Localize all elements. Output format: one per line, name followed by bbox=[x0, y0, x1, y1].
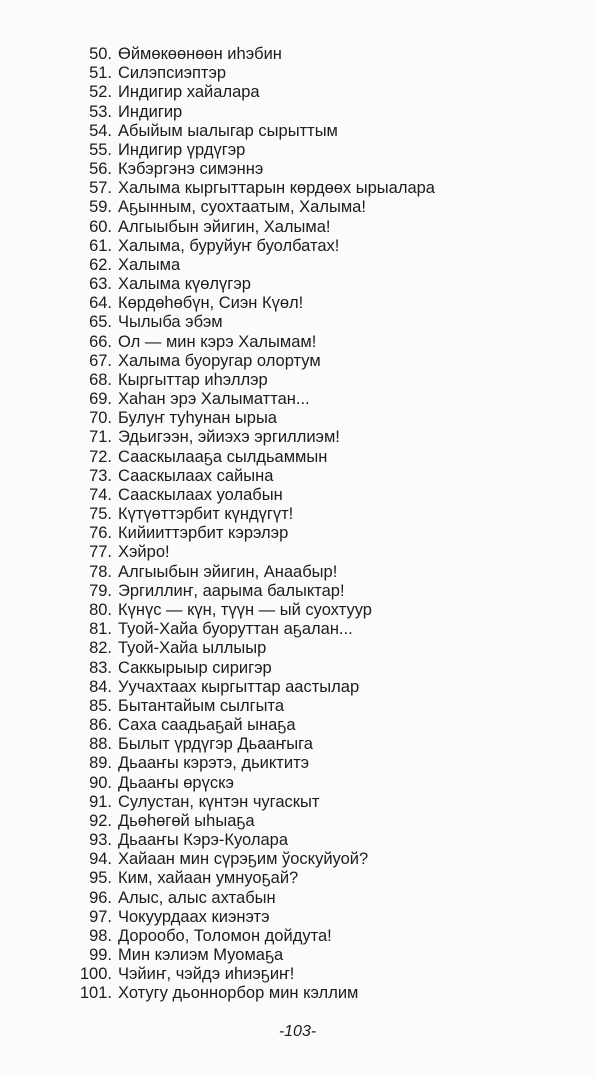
entry-title: Бытантайым сылгыта bbox=[118, 696, 285, 715]
entry-title: Сааскылаах уолабын bbox=[118, 485, 283, 504]
toc-entry bbox=[72, 160, 572, 179]
toc-entry bbox=[72, 352, 572, 371]
toc-entry bbox=[72, 409, 572, 428]
entry-title: Кийииттэрбит кэрэлэр bbox=[118, 524, 289, 543]
entry-page-number: 56. bbox=[89, 160, 112, 179]
entry-title: Эргиллиҥ, аарыма балыктар! bbox=[118, 581, 345, 600]
toc-entry bbox=[72, 927, 572, 946]
toc-entry bbox=[72, 543, 572, 562]
entry-title: Чылыба эбэм bbox=[118, 313, 223, 332]
entry-page-number: 90. bbox=[89, 773, 112, 792]
entry-page-number: 91. bbox=[89, 792, 112, 811]
entry-title: Дьааҥы кэрэтэ, дьиктитэ bbox=[118, 754, 310, 773]
entry-page-number: 71. bbox=[89, 428, 112, 447]
toc-entry bbox=[72, 122, 572, 141]
entry-page-number: 96. bbox=[89, 888, 112, 907]
entry-title: Хотугу дьоннорбор мин кэллим bbox=[118, 984, 359, 1003]
entry-title: Эдьигээн, эйиэхэ эргиллиэм! bbox=[118, 428, 340, 447]
toc-entry bbox=[72, 64, 572, 83]
entry-page-number: 67. bbox=[89, 351, 112, 370]
toc-entry bbox=[72, 237, 572, 256]
entry-page-number: 94. bbox=[89, 850, 112, 869]
entry-page-number: 53. bbox=[89, 102, 112, 121]
entry-title: Аҕынным, суохтаатым, Халыма! bbox=[118, 198, 366, 217]
entry-title: Абыйым ыалыгар сырыттым bbox=[118, 121, 338, 140]
toc-entry bbox=[72, 639, 572, 658]
toc-entry bbox=[72, 678, 572, 697]
entry-title: Өймөкөөнөөн иһэбин bbox=[118, 45, 282, 63]
entry-page-number: 97. bbox=[89, 907, 112, 926]
toc-entry bbox=[72, 83, 572, 102]
entry-title: Хаһан эрэ Халыматтан... bbox=[118, 390, 310, 409]
toc-entry bbox=[72, 754, 572, 773]
entry-title: Сулустан, күнтэн чугаскыт bbox=[118, 792, 320, 811]
entry-page-number: 57. bbox=[89, 179, 112, 198]
entry-page-number: 84. bbox=[89, 677, 112, 696]
entry-page-number: 73. bbox=[89, 466, 112, 485]
entry-page-number: 68. bbox=[89, 370, 112, 389]
entry-page-number: 78. bbox=[89, 562, 112, 581]
toc-entry bbox=[72, 697, 572, 716]
entry-title: Күнүс — күн, түүн — ый суохтуур bbox=[118, 600, 372, 619]
entry-page-number: 76. bbox=[89, 524, 112, 543]
entry-title: Көрдөһөбүн, Сиэн Күөл! bbox=[118, 294, 304, 313]
entry-page-number: 82. bbox=[89, 639, 112, 658]
entry-title: Чокуурдаах киэнэтэ bbox=[118, 907, 270, 926]
entry-title: Булуҥ туһунан ырыа bbox=[118, 409, 277, 428]
toc-entry bbox=[72, 467, 572, 486]
entry-page-number: 85. bbox=[89, 696, 112, 715]
entry-title: Ол — мин кэрэ Халымам! bbox=[118, 332, 317, 351]
entry-title: Алгыыбын эйигин, Анаабыр! bbox=[118, 562, 338, 581]
entry-page-number: 93. bbox=[89, 831, 112, 850]
entry-page-number: 88. bbox=[89, 735, 112, 754]
toc-entry bbox=[72, 965, 572, 984]
entry-title: Мин кэлиэм Муомаҕа bbox=[118, 946, 284, 965]
entry-title: Дьөһөгөй ыһыаҕа bbox=[118, 811, 255, 830]
entry-page-number: 100. bbox=[79, 965, 112, 984]
entry-title: Индигир үрдүгэр bbox=[118, 140, 246, 159]
toc-entry bbox=[72, 850, 572, 869]
entry-title: Халыма буоругар олортум bbox=[118, 351, 321, 370]
entry-title: Туой-Хайа буоруттан аҕалан... bbox=[118, 620, 353, 639]
toc-entry bbox=[72, 390, 572, 409]
entry-title: Кэбэргэнэ симэннэ bbox=[118, 160, 264, 179]
toc-entry bbox=[72, 448, 572, 467]
toc-entry bbox=[72, 256, 572, 275]
toc-entry bbox=[72, 774, 572, 793]
entry-page-number: 101. bbox=[79, 984, 112, 1003]
entry-title: Халыма bbox=[118, 255, 181, 274]
toc-entry bbox=[72, 582, 572, 601]
entry-title: Уучахтаах кыргыттар аастылар bbox=[118, 677, 360, 696]
toc-entry bbox=[72, 486, 572, 505]
entry-title: Силэпсиэптэр bbox=[118, 64, 227, 83]
toc-entry bbox=[72, 620, 572, 639]
toc-entry bbox=[72, 198, 572, 217]
entry-title: Туой-Хайа ыллыыр bbox=[118, 639, 267, 658]
entry-page-number: 63. bbox=[89, 275, 112, 294]
entry-page-number: 59. bbox=[89, 198, 112, 217]
toc-entry bbox=[72, 428, 572, 447]
entry-page-number: 51. bbox=[89, 64, 112, 83]
entry-title: Сааскылаах сайына bbox=[118, 466, 274, 485]
entry-title: Дьааҥы өрүскэ bbox=[118, 773, 234, 792]
entry-page-number: 74. bbox=[89, 485, 112, 504]
entry-page-number: 62. bbox=[89, 255, 112, 274]
toc-entry bbox=[72, 812, 572, 831]
entry-title: Чэйиҥ, чэйдэ иһиэҕиҥ! bbox=[118, 965, 295, 984]
toc-entry bbox=[72, 563, 572, 582]
entry-title: Халыма күөлүгэр bbox=[118, 275, 251, 294]
entry-title: Саккырыыр сиригэр bbox=[118, 658, 272, 677]
entry-title: Саха саадьаҕай ынаҕа bbox=[118, 716, 296, 735]
entry-title: Индигир bbox=[118, 102, 183, 121]
entry-title: Дьааҥы Кэрэ-Куолара bbox=[118, 831, 289, 850]
entry-title: Халыма, буруйуҥ буолбатах! bbox=[118, 236, 340, 255]
entry-page-number: 86. bbox=[89, 716, 112, 735]
entry-title: Хайаан мин сүрэҕим ўоскуйуой? bbox=[118, 850, 369, 869]
entry-page-number: 65. bbox=[89, 313, 112, 332]
toc-entry bbox=[72, 45, 572, 64]
entry-page-number: 61. bbox=[89, 236, 112, 255]
entry-page-number: 72. bbox=[89, 447, 112, 466]
entry-page-number: 64. bbox=[89, 294, 112, 313]
toc-entry bbox=[72, 179, 572, 198]
toc-entry bbox=[72, 505, 572, 524]
entry-page-number: 50. bbox=[89, 45, 112, 63]
toc-entry bbox=[72, 141, 572, 160]
entry-page-number: 77. bbox=[89, 543, 112, 562]
toc-entry bbox=[72, 946, 572, 965]
entry-title: Күтүөттэрбит күндүгүт! bbox=[118, 505, 294, 524]
toc-entry bbox=[72, 716, 572, 735]
toc-entry bbox=[72, 333, 572, 352]
entry-page-number: 52. bbox=[89, 83, 112, 102]
entry-title: Былыт үрдүгэр Дьааҥыга bbox=[118, 735, 313, 754]
entry-page-number: 60. bbox=[89, 217, 112, 236]
entry-title: Хэйро! bbox=[118, 543, 170, 562]
toc-entry bbox=[72, 103, 572, 122]
toc-entry bbox=[72, 601, 572, 620]
toc-entry bbox=[72, 869, 572, 888]
entry-page-number: 98. bbox=[89, 926, 112, 945]
entry-title: Кыргыттар иһэллэр bbox=[118, 370, 268, 389]
toc-entry bbox=[72, 889, 572, 908]
entry-title: Сааскылааҕа сылдьаммын bbox=[118, 447, 328, 466]
page-number: -103- bbox=[278, 1023, 317, 1040]
entry-page-number: 66. bbox=[89, 332, 112, 351]
toc-entry bbox=[72, 659, 572, 678]
entry-page-number: 95. bbox=[89, 869, 112, 888]
entry-page-number: 54. bbox=[89, 121, 112, 140]
entry-title: Алгыыбын эйигин, Халыма! bbox=[118, 217, 331, 236]
entry-page-number: 55. bbox=[89, 140, 112, 159]
entry-page-number: 75. bbox=[89, 505, 112, 524]
entry-title: Халыма кыргыттарын көрдөөх ырыалара bbox=[118, 179, 435, 198]
entry-page-number: 81. bbox=[89, 620, 112, 639]
toc-entry bbox=[72, 735, 572, 754]
entry-title: Индигир хайалара bbox=[118, 83, 260, 102]
entry-title: Ким, хайаан умнуоҕай? bbox=[118, 869, 299, 888]
toc-entry bbox=[72, 908, 572, 927]
toc-entry bbox=[72, 371, 572, 390]
entry-page-number: 89. bbox=[89, 754, 112, 773]
toc-entry bbox=[72, 294, 572, 313]
toc-entry bbox=[72, 275, 572, 294]
entry-page-number: 83. bbox=[89, 658, 112, 677]
entry-page-number: 70. bbox=[89, 409, 112, 428]
table-of-contents bbox=[72, 45, 572, 1004]
entry-page-number: 69. bbox=[89, 390, 112, 409]
entry-page-number: 80. bbox=[89, 600, 112, 619]
entry-page-number: 79. bbox=[89, 581, 112, 600]
entry-title: Алыс, алыс ахтабын bbox=[118, 888, 276, 907]
toc-entry bbox=[72, 831, 572, 850]
entry-page-number: 92. bbox=[89, 811, 112, 830]
toc-entry bbox=[72, 984, 572, 1003]
toc-entry bbox=[72, 313, 572, 332]
entry-page-number: 99. bbox=[89, 946, 112, 965]
entry-title: Дорообо, Толомон дойдута! bbox=[118, 926, 332, 945]
toc-entry bbox=[72, 524, 572, 543]
toc-entry bbox=[72, 218, 572, 237]
toc-entry bbox=[72, 793, 572, 812]
